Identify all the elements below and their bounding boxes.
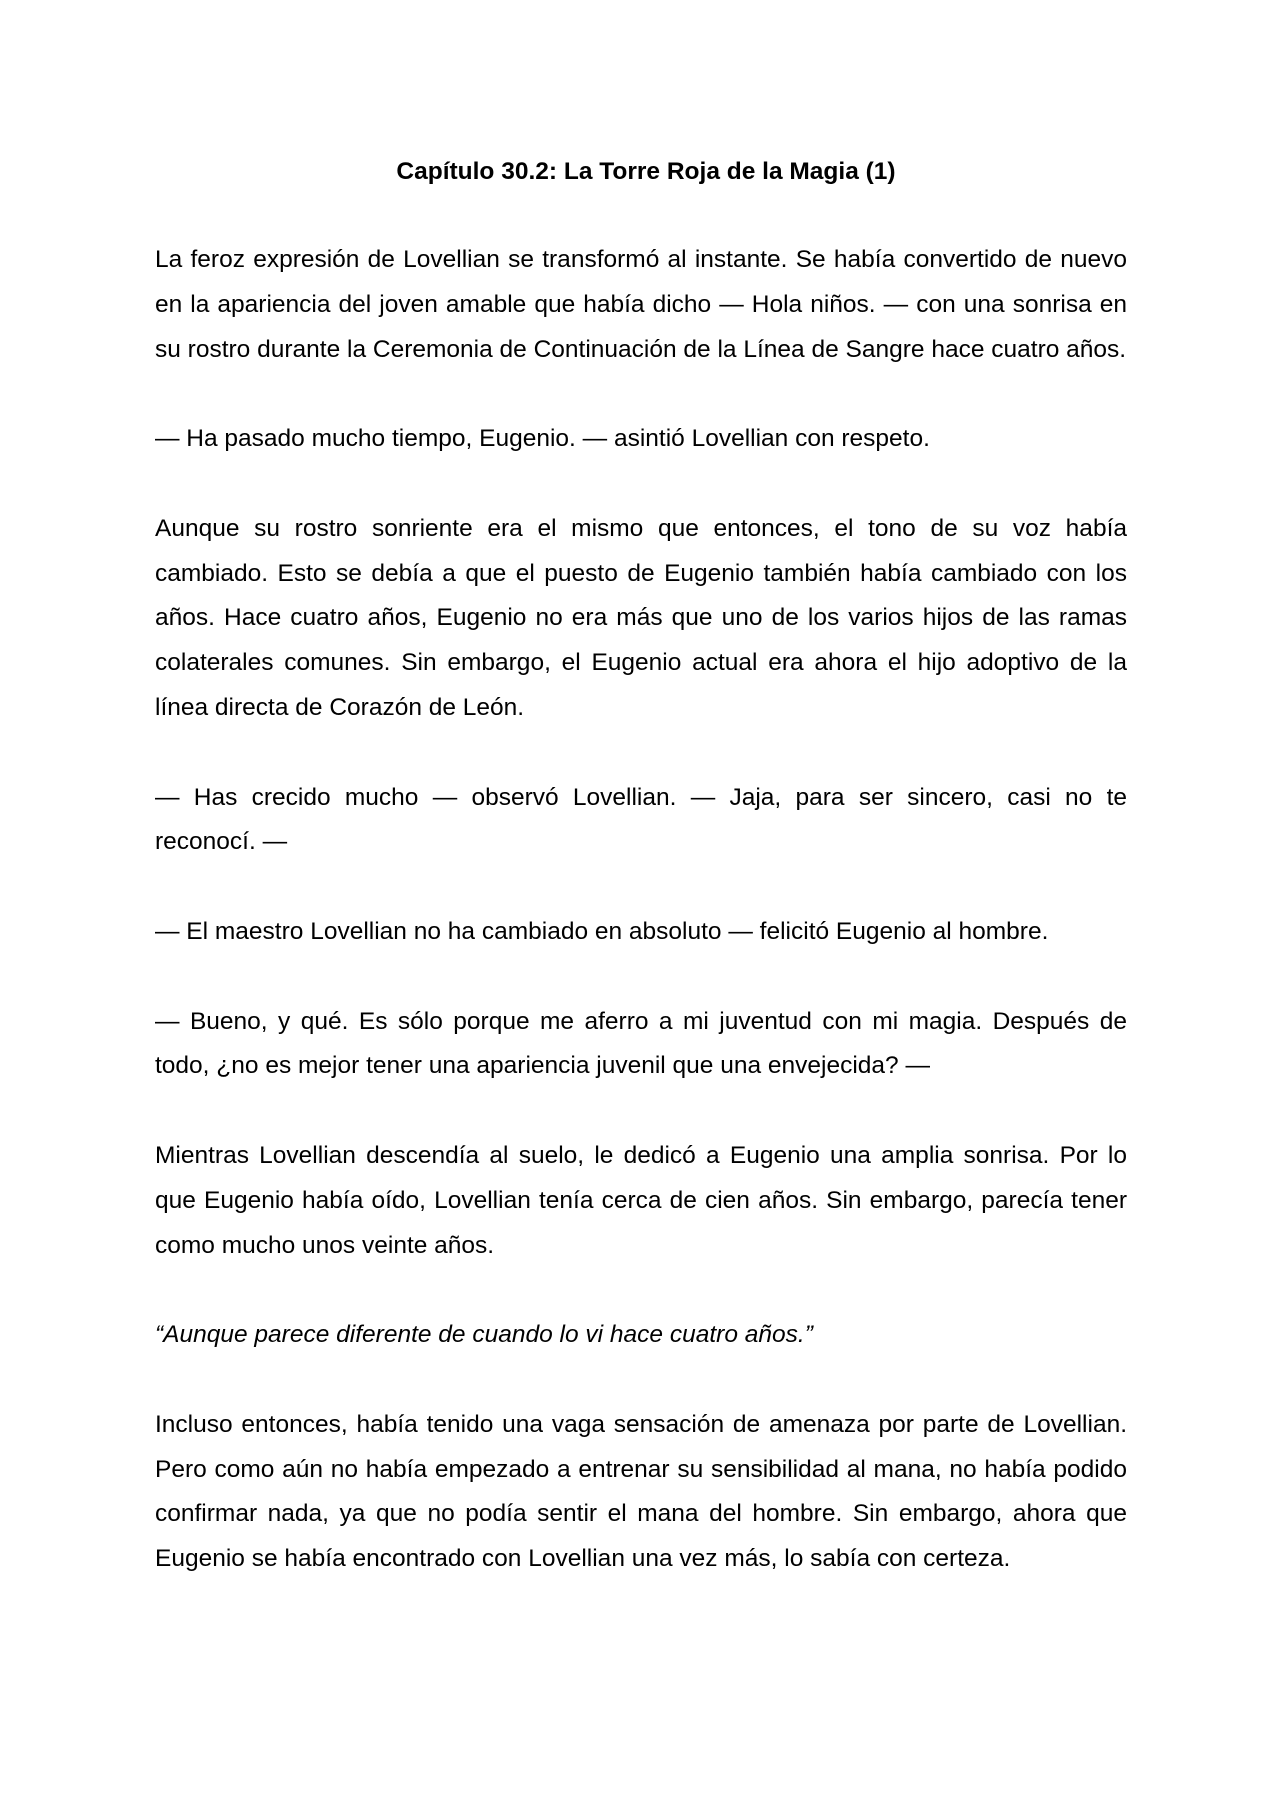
- paragraph-3: Aunque su rostro sonriente era el mismo que entonces, el tono de su voz había cambiado. Esto se debía a que el puesto de Eugenio también había cambiado con los años. Hace cuatro años, Eugenio no era más que uno de los varios hijos de las ramas colaterales comunes. Sin embargo, el Eugenio actual era ahora el hijo adoptivo de la línea directa de Corazón de León.: [155, 514, 1127, 721]
- paragraph-9: Incluso entonces, había tenido una vaga sensación de amenaza por parte de Lovellian. Pero como aún no había empezado a entrenar su sensibilidad al mana, no había podido confirmar nada, ya que no podía sentir el mana del hombre. Sin embargo, ahora que Eugenio se había encontrado con Lovellian una vez más, lo sabía con certeza.: [155, 1410, 1127, 1573]
- document-page: [155, 150, 1127, 1627]
- paragraph-6: — Bueno, y qué. Es sólo porque me aferro a mi juventud con mi magia. Después de todo, ¿no es mejor tener una apariencia juvenil que una envejecida? —: [155, 1007, 1127, 1080]
- paragraph-7: Mientras Lovellian descendía al suelo, le dedicó a Eugenio una amplia sonrisa. Por lo que Eugenio había oído, Lovellian tenía cerca de cien años. Sin embargo, parecía tener como mucho unos veinte años.: [155, 1141, 1127, 1259]
- paragraph-1: La feroz expresión de Lovellian se transformó al instante. Se había convertido de nuevo en la apariencia del joven amable que había dicho — Hola niños. — con una sonrisa en su rostro durante la Ceremonia de Continuación de la Línea de Sangre hace cuatro años.: [155, 246, 1127, 363]
- paragraph-4: — Has crecido mucho — observó Lovellian. — Jaja, para ser sincero, casi no te reconocí. —: [155, 783, 1127, 856]
- paragraph-2: — Ha pasado mucho tiempo, Eugenio. — asintió Lovellian con respeto.: [155, 425, 930, 453]
- chapter-title: Capítulo 30.2: La Torre Roja de la Magia (1): [396, 158, 896, 185]
- paragraph-8-thought: “Aunque parece diferente de cuando lo vi hace cuatro años.”: [155, 1321, 813, 1349]
- paragraph-5: — El maestro Lovellian no ha cambiado en absoluto — felicitó Eugenio al hombre.: [155, 917, 1049, 945]
